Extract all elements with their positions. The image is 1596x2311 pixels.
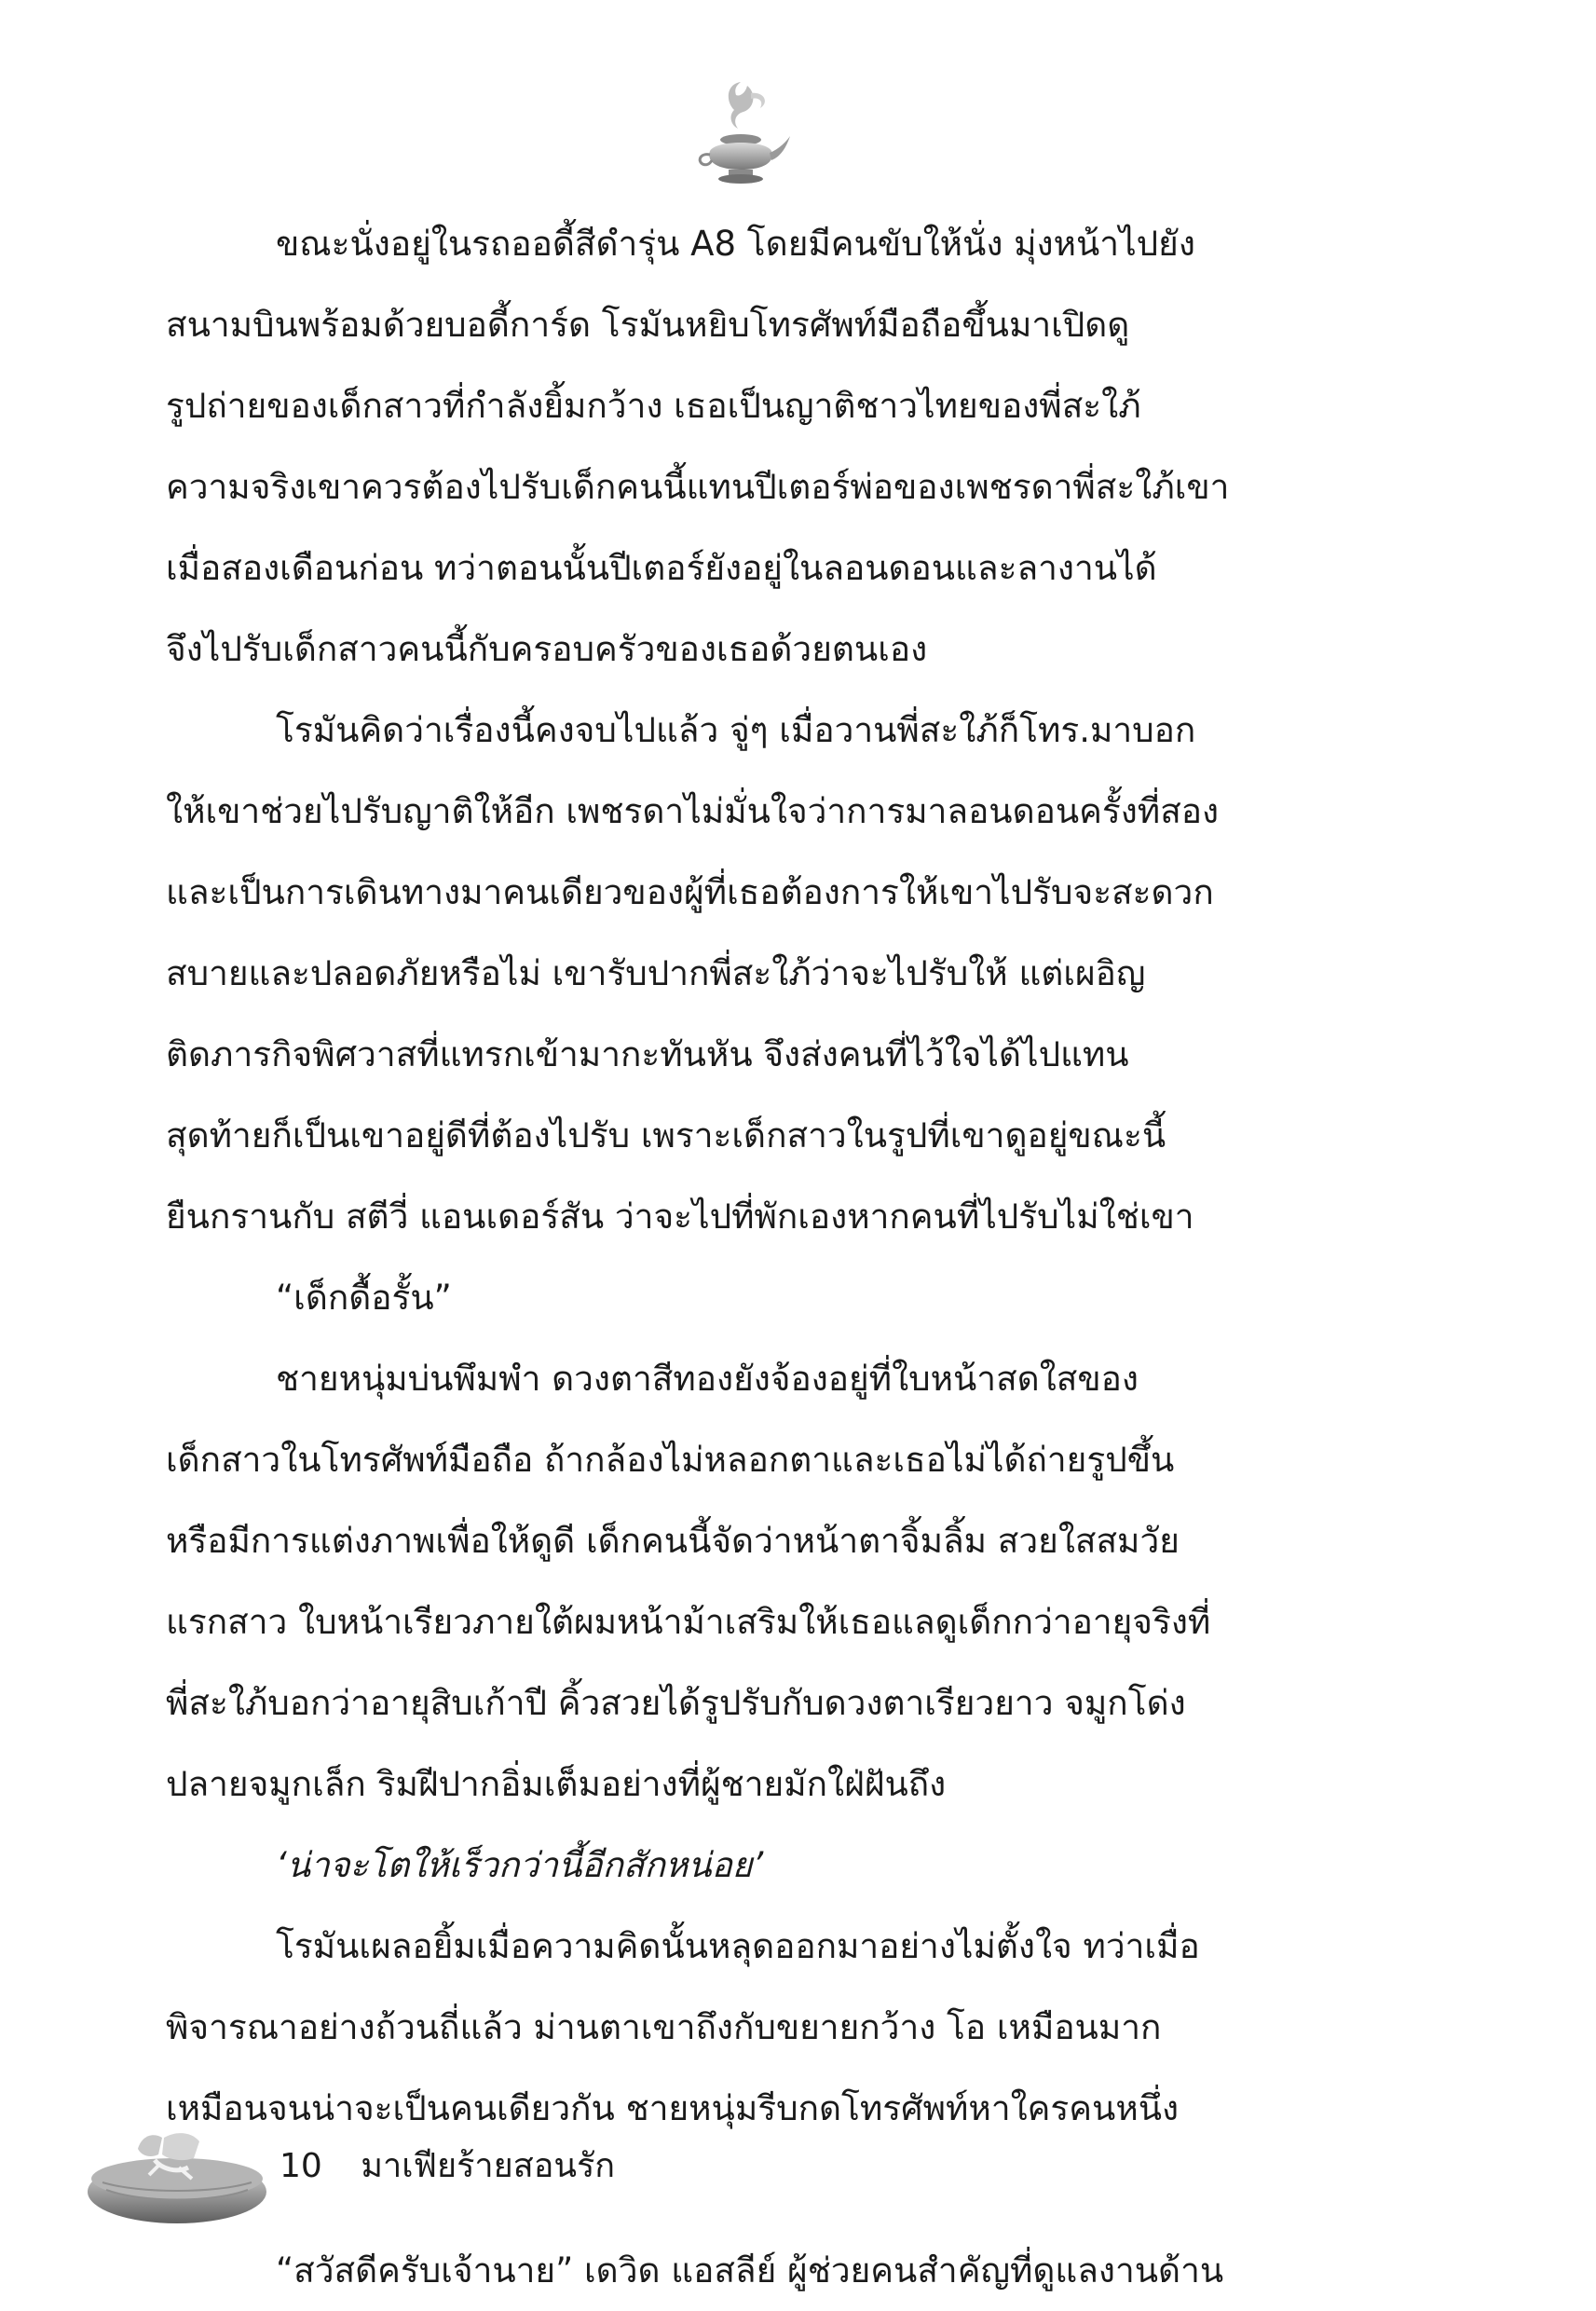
cushion-ornament-icon bbox=[84, 2126, 270, 2229]
paragraph-line: และเป็นการเดินทางมาคนเดียวของผู้ที่เธอต้องการให้เขาไปรับจะสะดวก bbox=[166, 872, 1214, 912]
paragraph-line: พี่สะใภ้บอกว่าอายุสิบเก้าปี คิ้วสวยได้รูปรับกับดวงตาเรียวยาว จมูกโด่ง bbox=[166, 1683, 1186, 1723]
paragraph-line: “สวัสดีครับเจ้านาย” เดวิด แอสลีย์ ผู้ช่วยคนสำคัญที่ดูแลงานด้าน bbox=[276, 2250, 1224, 2290]
paragraph-line: ติดภารกิจพิศวาสที่แทรกเข้ามากะทันหัน จึงส่งคนที่ไว้ใจได้ไปแทน bbox=[166, 1034, 1129, 1074]
paragraph-line: ยืนกรานกับ สตีวี่ แอนเดอร์สัน ว่าจะไปที่พักเองหากคนที่ไปรับไม่ใช่เขา bbox=[166, 1197, 1194, 1237]
paragraph-line: สบายและปลอดภัยหรือไม่ เขารับปากพี่สะใภ้ว่าจะไปรับให้ แต่เผอิญ bbox=[166, 953, 1146, 993]
paragraph-line: สุดท้ายก็เป็นเขาอยู่ดีที่ต้องไปรับ เพราะเด็กสาวในรูปที่เขาดูอยู่ขณะนี้ bbox=[166, 1115, 1166, 1156]
paragraph-line: เมื่อสองเดือนก่อน ทว่าตอนนั้นปีเตอร์ยังอยู่ในลอนดอนและลางานได้ bbox=[166, 548, 1157, 588]
paragraph-line: พิจารณาอย่างถ้วนถี่แล้ว ม่านตาเขาถึงกับขยายกว้าง โอ เหมือนมาก bbox=[166, 2007, 1162, 2047]
paragraph-line: ‘น่าจะโตให้เร็วกว่านี้อีกสักหน่อย’ bbox=[276, 1845, 764, 1885]
paragraph-line: โรมันคิดว่าเรื่องนี้คงจบไปแล้ว จู่ๆ เมื่อวานพี่สะใภ้ก็โทร.มาบอก bbox=[276, 710, 1196, 750]
page-body bbox=[166, 203, 1329, 2311]
paragraph-line: รูปถ่ายของเด็กสาวที่กำลังยิ้มกว้าง เธอเป็นญาติชาวไทยของพี่สะใภ้ bbox=[166, 386, 1141, 426]
paragraph-line: ปลายจมูกเล็ก ริมฝีปากอิ่มเต็มอย่างที่ผู้ชายมักใฝ่ฝันถึง bbox=[166, 1764, 947, 1804]
paragraph-line: โรมันเผลอยิ้มเมื่อความคิดนั้นหลุดออกมาอย่างไม่ตั้งใจ ทว่าเมื่อ bbox=[276, 1926, 1200, 1966]
page-number: 10 bbox=[280, 2147, 322, 2185]
paragraph-line: เด็กสาวในโทรศัพท์มือถือ ถ้ากล้องไม่หลอกตาและเธอไม่ได้ถ่ายรูปขึ้น bbox=[166, 1440, 1175, 1480]
paragraph-line: หรือมีการแต่งภาพเพื่อให้ดูดี เด็กคนนี้จัดว่าหน้าตาจิ้มลิ้ม สวยใสสมวัย bbox=[166, 1521, 1180, 1561]
paragraph-line: สนามบินพร้อมด้วยบอดี้การ์ด โรมันหยิบโทรศัพท์มือถือขึ้นมาเปิดดู bbox=[166, 305, 1130, 345]
paragraph-line: ขณะนั่งอยู่ในรถออดี้สีดำรุ่น A8 โดยมีคนขับให้นั่ง มุ่งหน้าไปยัง bbox=[276, 224, 1195, 264]
paragraph-line: เหมือนจนน่าจะเป็นคนเดียวกัน ชายหนุ่มรีบกดโทรศัพท์หาใครคนหนึ่ง bbox=[166, 2088, 1180, 2128]
paragraph-line: จึงไปรับเด็กสาวคนนี้กับครอบครัวของเธอด้วยตนเอง bbox=[166, 629, 928, 669]
genie-lamp-icon bbox=[689, 75, 792, 186]
book-title: มาเฟียร้ายสอนรัก bbox=[361, 2147, 616, 2185]
paragraph-line: ชายหนุ่มบ่นพึมพำ ดวงตาสีทองยังจ้องอยู่ที่ใบหน้าสดใสของ bbox=[276, 1359, 1139, 1399]
paragraph-line: แรกสาว ใบหน้าเรียวภายใต้ผมหน้าม้าเสริมให้เธอแลดูเด็กกว่าอายุจริงที่ bbox=[166, 1602, 1211, 1642]
page-footer bbox=[280, 2143, 615, 2190]
paragraph-line: ให้เขาช่วยไปรับญาติให้อีก เพชรดาไม่มั่นใจว่าการมาลอนดอนครั้งที่สอง bbox=[166, 791, 1220, 831]
paragraph-line: “เด็กดื้อรั้น” bbox=[276, 1278, 452, 1318]
paragraph-line: ความจริงเขาควรต้องไปรับเด็กคนนี้แทนปีเตอร์พ่อของเพชรดาพี่สะใภ้เขา bbox=[166, 467, 1230, 507]
